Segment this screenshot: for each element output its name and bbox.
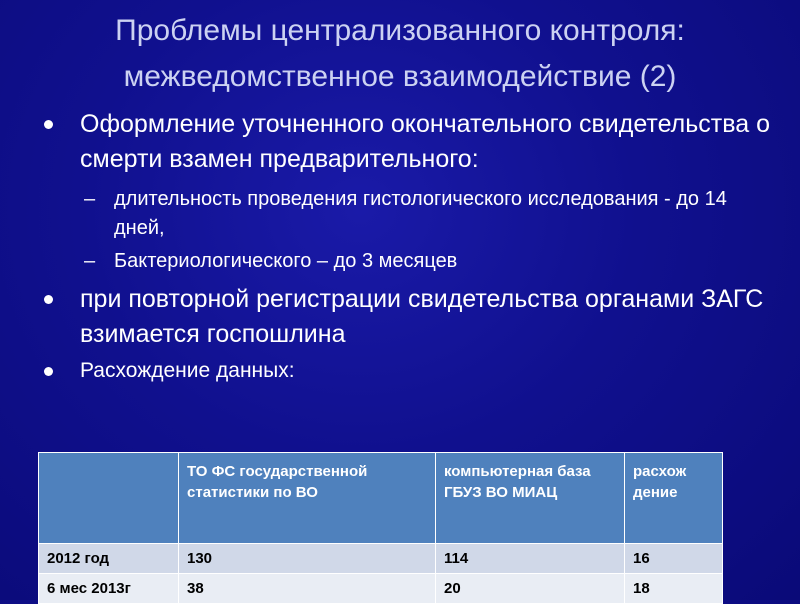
table-row [39, 574, 723, 604]
table-header-row [39, 453, 723, 544]
bullet-list [0, 107, 800, 386]
table-header-cell: компьютерная база ГБУЗ ВО МИАЦ [436, 453, 625, 544]
table-cell: 114 [436, 544, 625, 574]
table-cell: 2012 год [39, 544, 179, 574]
table-cell: 16 [625, 544, 723, 574]
table-header-cell: расхож дение [625, 453, 723, 544]
table-cell: 18 [625, 574, 723, 604]
bullet-text: Оформление уточненного окончательного свидетельства о смерти взамен предварительного: [80, 110, 770, 173]
table-cell: 20 [436, 574, 625, 604]
slide-title-line-2: межведомственное взаимодействие (2) [123, 60, 677, 93]
table-cell: 38 [179, 574, 436, 604]
table-row [39, 544, 723, 574]
bullet-dot-icon [44, 120, 53, 129]
bullet-text: при повторной регистрации свидетельства органами ЗАГС взимается госпошлина [80, 285, 764, 348]
slide-title [20, 8, 780, 100]
bullet-item [0, 282, 800, 352]
bullet-text: Расхождение данных: [80, 359, 295, 382]
sub-bullet-item [0, 185, 800, 243]
data-discrepancy-table [38, 452, 723, 604]
bullet-dot-icon [44, 295, 53, 304]
sub-bullet-item [0, 247, 800, 276]
table-cell: 130 [179, 544, 436, 574]
dash-icon: – [84, 250, 96, 272]
bullet-dot-icon [44, 367, 53, 376]
table-cell: 6 мес 2013г [39, 574, 179, 604]
sub-bullet-text: Бактериологического – до 3 месяцев [114, 250, 458, 272]
table-header-cell [39, 453, 179, 544]
bullet-item [0, 107, 800, 177]
sub-bullet-text: длительность проведения гистологического исследования - до 14 дней, [114, 188, 727, 239]
table-header-cell: ТО ФС государственной статистики по ВО [179, 453, 436, 544]
bullet-item [0, 356, 800, 386]
dash-icon: – [84, 188, 96, 210]
slide-title-line-1: Проблемы централизованного контроля: [115, 14, 685, 47]
